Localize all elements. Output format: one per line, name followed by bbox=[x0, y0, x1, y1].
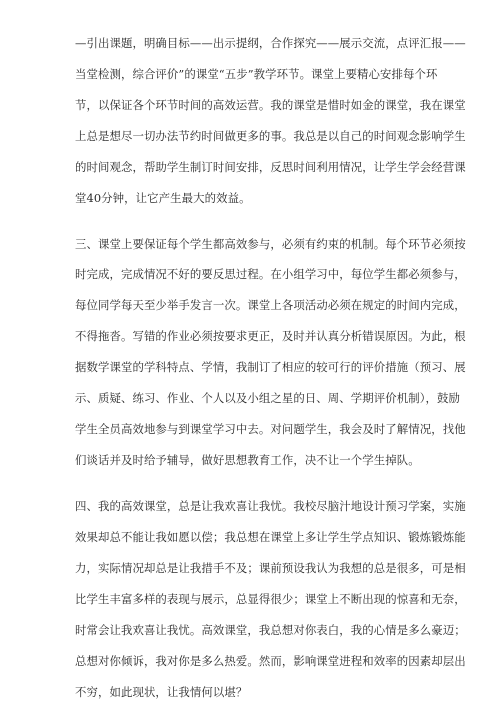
paragraph-1-line-2: 当堂检测，综合评价”的课堂“五步”教学环节。课堂上要精心安排每个环 bbox=[75, 67, 438, 81]
paragraph-2-line-4: 不得拖沓。写错的作业必须按要求更正，及时并认真分析错误原因。为此，根 bbox=[75, 329, 466, 343]
paragraph-2-line-2: 时完成，完成情况不好的要反思过程。在小组学习中，每位学生都必须参与， bbox=[75, 267, 466, 281]
paragraph-3-line-1: 四、我的高效课堂，总是让我欢喜让我忧。我校尽脑汁地设计预习学案，实施 bbox=[75, 499, 466, 513]
paragraph-1-line-5: 的时间观念，帮助学生制订时间安排，反思时间利用情况，让学生学会经营课 bbox=[75, 160, 466, 174]
paragraph-2-line-3: 每位同学每天至少举手发言一次。课堂上各项活动必须在规定的时间内完成， bbox=[75, 298, 466, 312]
paragraph-3-line-5: 时常会让我欢喜让我忧。高效课堂，我总想对你表白，我的心情是多么豪迈； bbox=[75, 623, 466, 637]
paragraph-1-line-3: 节，以保证各个环节时间的高效运营。我的课堂是惜时如金的课堂，我在课堂 bbox=[75, 98, 466, 112]
paragraph-2-line-7: 学生全员高效地参与到课堂学习中去。对问题学生，我会及时了解情况，找他 bbox=[75, 422, 466, 436]
paragraph-2-line-5: 据数学课堂的学科特点、学情，我制订了相应的较可行的评价措施（预习、展 bbox=[75, 360, 466, 374]
paragraph-2-line-6: 示、质疑、练习、作业、个人以及小组之星的日、周、学期评价机制），鼓励 bbox=[75, 391, 460, 405]
paragraph-3-line-7: 不穷，如此现状，让我情何以堪？ bbox=[75, 685, 248, 699]
paragraph-2-line-1: 三、课堂上要保证每个学生都高效参与，必须有约束的机制。每个环节必须按 bbox=[75, 237, 466, 251]
paragraph-3-line-6: 总想对你倾诉，我对你是多么热爱。然而，影响课堂进程和效率的因素却层出 bbox=[75, 654, 466, 668]
paragraph-3-line-2: 效果却总不能让我如愿以偿；我总想在课堂上多让学生学点知识、锻炼锻炼能 bbox=[75, 530, 466, 544]
paragraph-2-line-8: 们谈话并及时给予辅导，做好思想教育工作，决不让一个学生掉队。 bbox=[75, 453, 420, 467]
paragraph-1-line-6: 堂40分钟，让它产生最大的效益。 bbox=[75, 191, 251, 205]
paragraph-1-line-1: —引出课题，明确目标——出示提纲，合作探究——展示交流，点评汇报—— bbox=[75, 36, 466, 50]
paragraph-1-line-4: 上总是想尽一切办法节约时间做更多的事。我总是以自己的时间观念影响学生 bbox=[75, 129, 466, 143]
paragraph-3-line-3: 力，实际情况却总是让我措手不及；课前预设我认为我想的总是很多，可是相 bbox=[75, 561, 466, 575]
paragraph-3-line-4: 比学生丰富多样的表现与展示，总显得很少；课堂上不断出现的惊喜和无奈， bbox=[75, 592, 466, 606]
